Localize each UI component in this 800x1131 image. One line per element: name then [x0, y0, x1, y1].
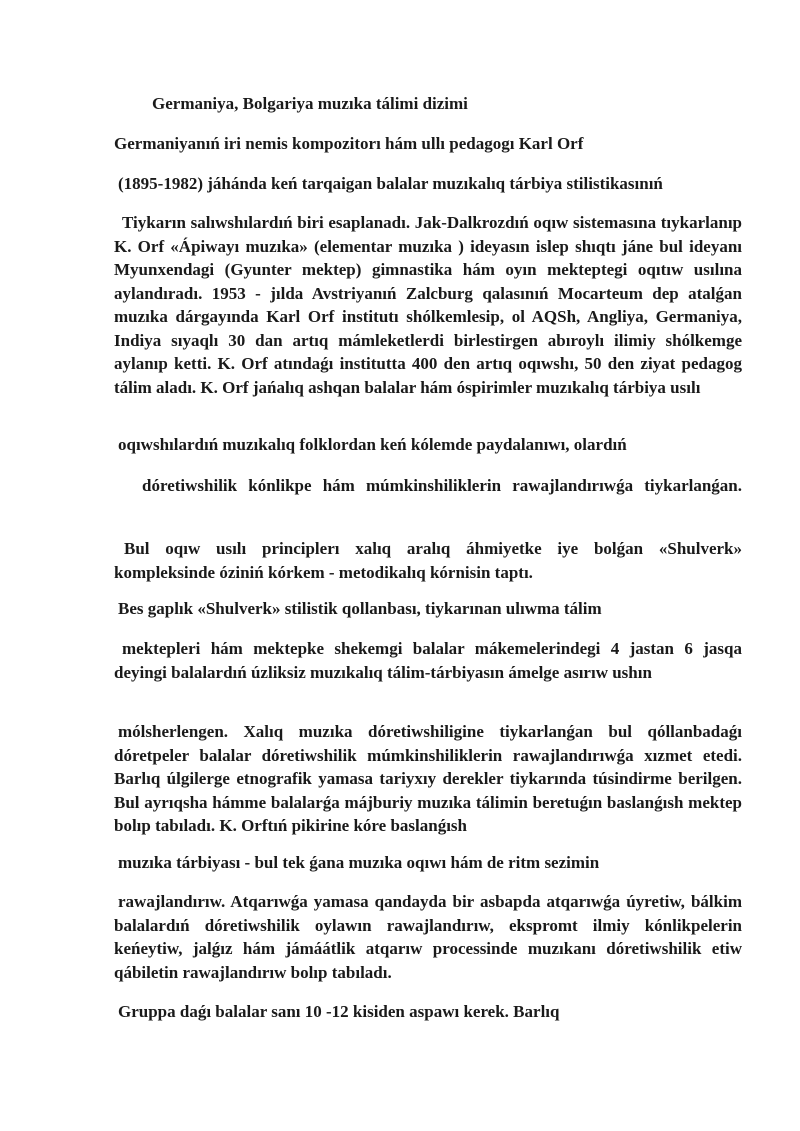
paragraph-5: dóretiwshilik kónlikpe hám múmkinshiliklerin rawajlandırıwǵa tiykarlanǵan. [142, 476, 742, 495]
paragraph-3: Tiykarın salıwshılardıń biri esaplanadı. Jak-Dalkrozdıń oqıw sistemasına tıykarlanıp K. Orf «Ápiwayı muzıka» (elementar muzıka ) ideyasın islep shıqtı jáne bul ideyanı Myunxendagi (Gyunter mektep) gimnastika hám oyın mekteptegi oqıtıw usılına aylandıradı. 1953 - jılda Avstriyanıń Zalcburg qalasınıń Mocarteum dep atalǵan muzıka dárgayında Karl Orf institutı shólkemlesip, ol AQSh, Angliya, Germaniya, Indiya sıyaqlı 30 dan artıq mámleketlerdi birlestirgen abıroylı ilimiy shólkemge aylanıp ketti. K. Orf atındaǵı institutta 400 den artıq oqıwshı, 50 den ziyat pedagog tálim aladı. K. Orf jańalıq ashqan balalar hám óspirimler muzıkalıq tárbiya usılı [114, 213, 742, 397]
paragraph-12: Gruppa daǵı balalar sanı 10 -12 kisiden aspawı kerek. Barlıq [118, 1002, 560, 1021]
paragraph-8: mektepleri hám mektepke shekemgi balalar mákemelerindegi 4 jastan 6 jasqa deyingi balalardıń úzliksiz muzıkalıq tálim-tárbiyasın ámelge asırıw ushın [114, 639, 742, 682]
paragraph-7: Bes gaplık «Shulverk» stilistik qollanbası, tiykarınan ulıwma tálim [118, 599, 602, 618]
document-heading: Germaniya, Bolgariya muzıka tálimi dizimi [152, 94, 468, 113]
paragraph-1: Germaniyanıń iri nemis kompozitorı hám ullı pedagogı Karl Orf [114, 134, 584, 153]
paragraph-6: Bul oqıw usılı principlerı xalıq aralıq áhmiyetke iye bolǵan «Shulverk» kompleksinde óziniń kórkem - metodikalıq kórnisin taptı. [114, 539, 742, 582]
paragraph-9: mólsherlengen. Xalıq muzıka dóretiwshiligine tiykarlanǵan bul qóllanbadaǵı dóretpeler balalar dóretiwshilik múmkinshiliklerin rawajlandırıwǵa xızmet etedi. Barlıq úlgilerge etnografik yamasa tariyxıy derekler tiykarında túsindirme berilgen. Bul ayrıqsha hámme balalarǵa májburiy muzıka tálimin beretuǵın baslanǵısh mektep bolıp tabıladı. K. Orftıń pikirine kóre baslanǵısh [114, 722, 742, 835]
paragraph-4: oqıwshılardıń muzıkalıq folklordan keń kólemde paydalanıwı, olardıń [118, 435, 627, 454]
paragraph-2: (1895-1982) jáhánda keń tarqaigan balalar muzıkalıq tárbiya stilistikasınıń [118, 174, 663, 193]
paragraph-10: muzıka tárbiyası - bul tek ǵana muzıka oqıwı hám de ritm sezimin [118, 853, 600, 872]
paragraph-11: rawajlandırıw. Atqarıwǵa yamasa qandayda bir asbapda atqarıwǵa úyretiw, bálkim balalardıń dóretiwshilik oylawın rawajlandırıw, ekspromt ilmiy kónlikpelerin keńeytiw, jalǵız hám jámáátlik atqarıw processinde muzıkanı dóretiwshilik etiw qábiletin rawajlandırıw bolıp tabıladı. [114, 892, 742, 982]
